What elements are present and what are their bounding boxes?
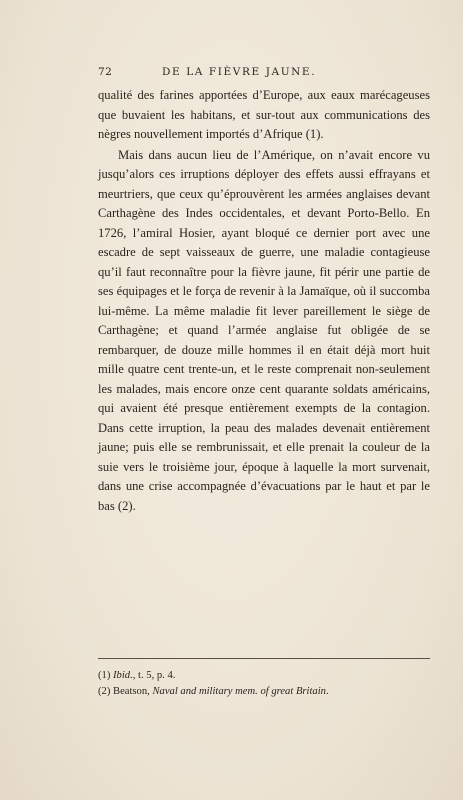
paragraph-continued: qualité des farines apportées d’Europe, aux eaux marécageuses que buvaient les habitans, et sur-tout aux communications des nègres nouvellement importés d’Afrique (1). [98, 88, 430, 141]
footnote-1 [98, 668, 430, 684]
body-text [98, 86, 430, 516]
footnote-text: , t. 5, p. 4. [132, 670, 176, 681]
footnote-marker: (2) [98, 686, 111, 697]
footnote-2 [98, 684, 430, 700]
paragraph-main: Mais dans aucun lieu de l’Amérique, on n’avait encore vu jusqu’alors ces irruptions déployer des effets aussi effrayans et meurtriers, que ceux qu’éprouvèrent les armées anglaises devant Carthagène des Indes occidentales, et devant Porto-Bello. En 1726, l’amiral Hosier, ayant bloqué ce dernier port avec une escadre de sept vaisseaux de guerre, une maladie contagieuse qu’il faut reconnaître pour la fièvre jaune, fit périr une partie de ses équipages et le força de revenir à la Jamaïque, où il succomba lui-même. La même maladie fit lever pareillement le siège de Carthagène; et quand l’armée anglaise fut obligée de se rembarquer, de douze mille hommes il en était déjà mort huit mille quatre cent trente-un, et le reste comprenait non-seulement les malades, mais encore onze cent quarante soldats américains, qui avaient été presque entièrement exempts de la contagion. Dans cette irruption, la peau des malades devenait entièrement jaune; puis elle se rembrunissait, et elle prenait la couleur de la suie vers le troisième jour, époque à laquelle la mort survenait, dans une crise accompagnée d’évacuations par le haut et par le bas (2). [98, 147, 430, 513]
footnote-title: Naval and military mem. of great Britain [152, 686, 326, 697]
footnotes [98, 668, 430, 700]
footnote-reference: Ibid. [113, 670, 133, 681]
page-header [98, 66, 430, 80]
footnote-marker: (1) [98, 670, 111, 681]
footnote-text: . [325, 686, 329, 697]
running-title: DE LA FIÈVRE JAUNE. [162, 66, 317, 78]
page-number: 72 [98, 66, 113, 78]
footnote-author: Beatson, [113, 686, 150, 697]
footnote-rule [98, 658, 430, 659]
